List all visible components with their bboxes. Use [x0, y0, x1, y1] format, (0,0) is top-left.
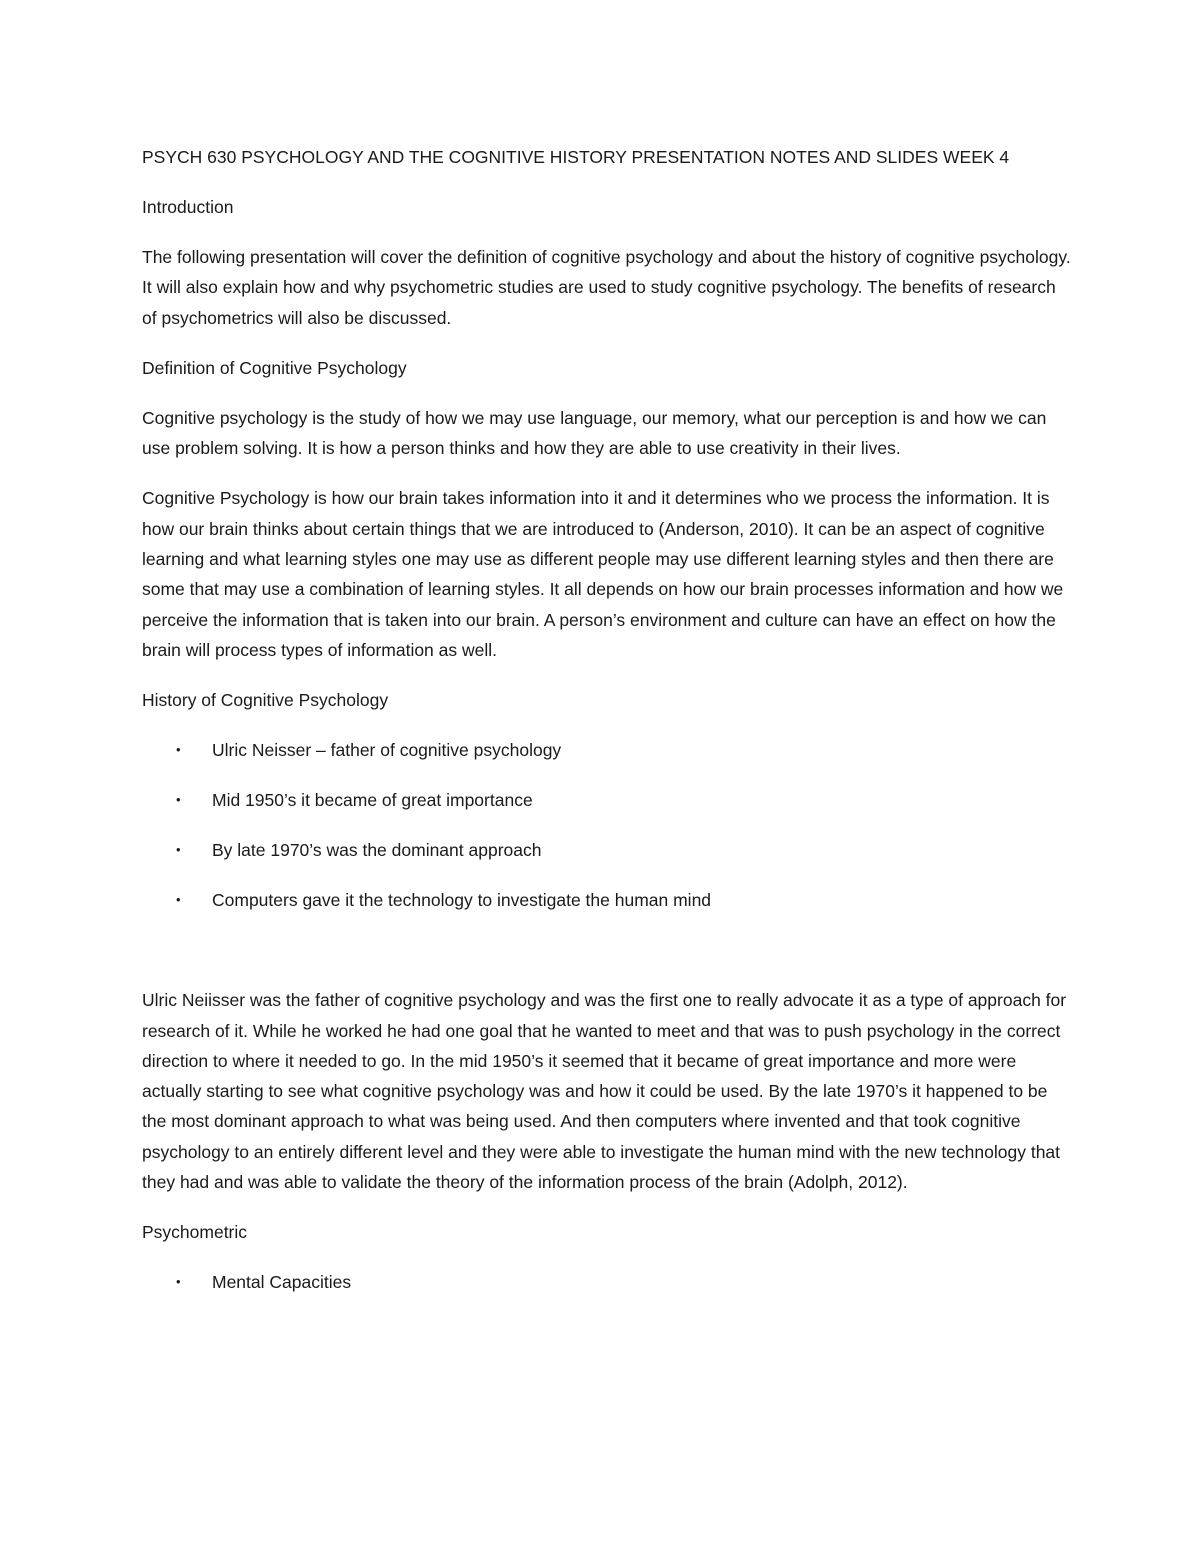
bullet-icon: •	[176, 742, 181, 758]
list-item	[142, 835, 1072, 865]
list-item	[142, 735, 1072, 765]
psychometric-bullet-list	[142, 1267, 1072, 1297]
section-heading-introduction: Introduction	[142, 197, 234, 217]
blank-line	[142, 935, 1072, 985]
list-item	[142, 885, 1072, 915]
section-heading-definition: Definition of Cognitive Psychology	[142, 357, 407, 378]
section-heading-psychometric: Psychometric	[142, 1222, 248, 1243]
bullet-icon: •	[176, 792, 181, 808]
paragraph-definition-1: Cognitive psychology is the study of how we may use language, our memory, what our perception is and how we can use problem solving. It is how a person thinks and how they are able to use creativity in their lives.	[142, 407, 1047, 459]
paragraph-history: Ulric Neiisser was the father of cognitive psychology and was the first one to really advocate it as a type of approach for research of it. While he worked he had one goal that he wanted to meet and that was to push psychology in the correct direction to where it needed to go. In the mid 1950’s it seemed that it became of great importance and more were actually starting to see what cognitive psychology was and how it could be used. By the late 1970’s it happened to be the most dominant approach to what was being used. And then computers where invented and that took cognitive psychology to an entirely different level and they were able to investigate the human mind with the new technology that they had and was able to validate the theory of the information process of the brain (Adolph, 2012).	[142, 990, 1067, 1193]
document-body	[142, 142, 1072, 1317]
paragraph-introduction: The following presentation will cover the definition of cognitive psychology and about the history of cognitive psychology. It will also explain how and why psychometric studies are used to study cognitive psychology. The benefits of research of psychometrics will also be discussed.	[142, 247, 1071, 328]
list-item-text: Mid 1950’s it became of great importance	[212, 790, 533, 811]
paragraph-definition-2: Cognitive Psychology is how our brain takes information into it and it determines who we process the information. It is how our brain thinks about certain things that we are introduced to (Anderson, 2010). It can be an aspect of cognitive learning and what learning styles one may use as different people may use different learning styles and then there are some that may use a combination of learning styles. It all depends on how our brain processes information and how we perceive the information that is taken into our brain. A person’s environment and culture can have an effect on how the brain will process types of information as well.	[142, 488, 1064, 660]
history-bullet-list	[142, 735, 1072, 915]
list-item	[142, 785, 1072, 815]
list-item-text: Computers gave it the technology to investigate the human mind	[212, 890, 712, 911]
bullet-icon: •	[176, 892, 181, 908]
list-item-text: By late 1970’s was the dominant approach	[212, 840, 542, 861]
bullet-icon: •	[176, 842, 181, 858]
section-heading-history: History of Cognitive Psychology	[142, 690, 389, 711]
bullet-icon: •	[176, 1274, 181, 1290]
list-item	[142, 1267, 1072, 1297]
document-title: PSYCH 630 PSYCHOLOGY AND THE COGNITIVE HISTORY PRESENTATION NOTES AND SLIDES WEEK 4	[142, 147, 1010, 167]
list-item-text: Mental Capacities	[212, 1272, 352, 1293]
list-item-text: Ulric Neisser – father of cognitive psychology	[212, 740, 562, 761]
